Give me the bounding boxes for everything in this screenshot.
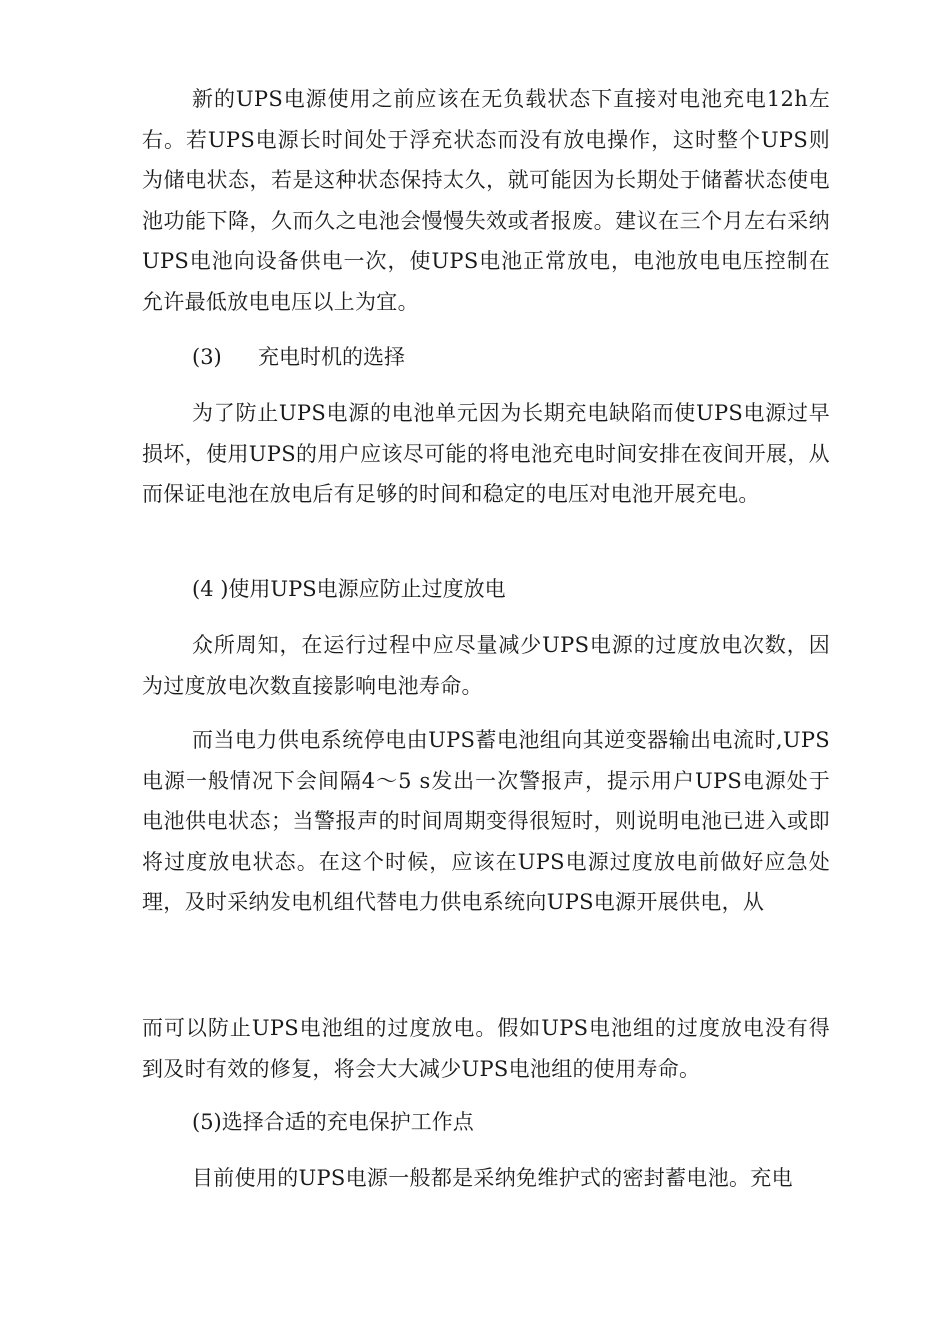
paragraph-ups-initial-charge: 新的UPS电源使用之前应该在无负载状态下直接对电池充电12h左右。若UPS电源长时间处于浮充状态而没有放电操作，这时整个UPS则为储电状态，若是这种状态保持太久，就可能因为长期处于储蓄状态使电池功能下降，久而久之电池会慢慢失效或者报废。建议在三个月左右采纳UPS电池向设备供电一次，使UPS电池正常放电，电池放电电压控制在允许最低放电电压以上为宜。 <box>142 87 830 314</box>
paragraph-over-discharge-prevention: 而可以防止UPS电池组的过度放电。假如UPS电池组的过度放电没有得到及时有效的修复，将会大大减少UPS电池组的使用寿命。 <box>142 1016 830 1081</box>
section-heading-4: (4 )使用UPS电源应防止过度放电 <box>192 577 506 601</box>
section-title-3: 充电时机的选择 <box>258 345 405 369</box>
section-number-3: (3) <box>192 345 222 369</box>
paragraph-discharge-count: 众所周知，在运行过程中应尽量减少UPS电源的过度放电次数，因为过度放电次数直接影响电池寿命。 <box>142 633 830 698</box>
section-heading-3 <box>192 337 405 377</box>
section-heading-5: (5)选择合适的充电保护工作点 <box>192 1110 474 1134</box>
paragraph-power-outage: 而当电力供电系统停电由UPS蓄电池组向其逆变器输出电流时,UPS电源一般情况下会间隔4〜5 s发出一次警报声，提示用户UPS电源处于电池供电状态；当警报声的时间周期变得很短时，则说明电池已进入或即将过度放电状态。在这个时候，应该在UPS电源过度放电前做好应急处理，及时采纳发电机组代替电力供电系统向UPS电源开展供电，从 <box>142 728 830 914</box>
paragraph-sealed-battery: 目前使用的UPS电源一般都是采纳免维护式的密封蓄电池。充电 <box>192 1166 793 1190</box>
paragraph-charge-timing: 为了防止UPS电源的电池单元因为长期充电缺陷而使UPS电源过早损坏，使用UPS的用户应该尽可能的将电池充电时间安排在夜间开展，从而保证电池在放电后有足够的时间和稳定的电压对电池开展充电。 <box>142 401 830 506</box>
